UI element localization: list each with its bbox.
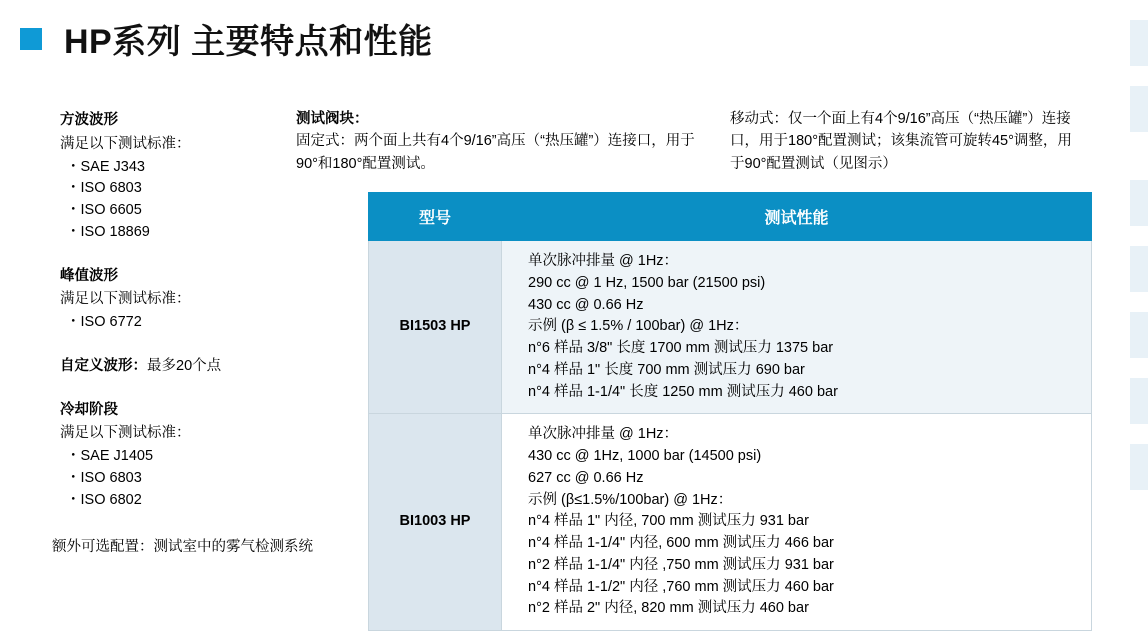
perf-line: 430 cc @ 1Hz, 1000 bar (14500 psi) — [528, 448, 762, 464]
mobile-text: 仅一个面上有4个9/16”高压（“热压罐”）连接口，用于180°配置测试；该集流管可旋转45°调整，用于90°配置测试（见图示） — [730, 111, 1072, 172]
mobile-label: 移动式： — [730, 111, 788, 127]
cell-performance — [502, 414, 1092, 631]
perf-line: n°4 样品 1-1/4" 长度 1250 mm 测试压力 460 bar — [528, 383, 838, 400]
perf-line: n°4 样品 1-1/4" 内径, 600 mm 测试压力 466 bar — [528, 535, 834, 551]
decor-strip-2 — [1130, 86, 1148, 132]
decor-strip-5 — [1130, 312, 1148, 358]
list-item: ・ISO 18869 — [66, 223, 150, 240]
valve-block-fixed-text — [296, 130, 716, 175]
left-column — [52, 110, 360, 559]
block-subtitle: 满足以下测试标准： — [60, 425, 191, 442]
block-title: 冷却阶段 — [60, 401, 118, 418]
perf-line: n°4 样品 1" 内径, 700 mm 测试压力 931 bar — [528, 513, 809, 530]
decor-strip-7 — [1130, 444, 1148, 490]
header-square-icon — [20, 28, 42, 50]
perf-line: 430 cc @ 0.66 Hz — [528, 296, 644, 313]
list-item: ・ISO 6605 — [66, 202, 142, 218]
decor-strip-3 — [1130, 180, 1148, 226]
cell-model: BI1003 HP — [369, 414, 502, 631]
spec-table — [368, 192, 1092, 631]
fixed-label: 固定式： — [296, 133, 354, 150]
block-title: 自定义波形： — [60, 357, 147, 374]
block-inline-text: 最多20个点 — [147, 357, 222, 374]
perf-line: n°2 样品 2" 内径, 820 mm 测试压力 460 bar — [528, 600, 809, 617]
decor-strip-1 — [1130, 20, 1148, 66]
list-item: ・SAE J1405 — [66, 448, 154, 464]
standards-list — [60, 446, 360, 511]
cell-performance — [502, 241, 1092, 414]
spec-table-container — [368, 192, 1092, 631]
block-peak-wave — [60, 266, 360, 334]
valve-block-mobile — [730, 108, 1086, 175]
table-header-row — [369, 193, 1092, 241]
perf-line: 示例 (β≤1.5%/100bar) @ 1Hz： — [528, 491, 733, 508]
block-title: 峰值波形 — [60, 267, 118, 284]
optional-config-note: 额外可选配置：测试室中的雾气检测系统 — [52, 539, 313, 556]
decor-strip-6 — [1130, 378, 1148, 424]
perf-line: 290 cc @ 1 Hz, 1500 bar (21500 psi) — [528, 274, 766, 291]
perf-line: n°4 样品 1-1/2" 内径 ,760 mm 测试压力 460 bar — [528, 578, 834, 595]
cell-model: BI1503 HP — [369, 241, 502, 414]
perf-line: n°6 样品 3/8" 长度 1700 mm 测试压力 1375 bar — [528, 340, 834, 356]
standards-list — [60, 312, 360, 334]
list-item: ・ISO 6803 — [66, 469, 142, 486]
table-row — [369, 414, 1092, 631]
list-item: ・ISO 6803 — [66, 180, 142, 197]
perf-line: 627 cc @ 0.66 Hz — [528, 469, 644, 486]
column-header-model: 型号 — [369, 193, 502, 241]
fixed-text: 两个面上共有4个9/16”高压（“热压罐”）连接口，用于90°和180°配置测试。 — [296, 133, 695, 172]
valve-block-label: 测试阀块： — [296, 111, 369, 127]
list-item: ・ISO 6802 — [66, 491, 142, 508]
page-header — [0, 14, 433, 63]
perf-line: 示例 (β ≤ 1.5% / 100bar) @ 1Hz： — [528, 318, 749, 335]
perf-line: n°2 样品 1-1/4" 内径 ,750 mm 测试压力 931 bar — [528, 556, 834, 573]
column-header-performance: 测试性能 — [502, 193, 1092, 241]
block-subtitle: 满足以下测试标准： — [60, 291, 191, 308]
perf-line: 单次脉冲排量 @ 1Hz： — [528, 426, 679, 443]
list-item: ・SAE J343 — [66, 158, 145, 175]
perf-line: n°4 样品 1" 长度 700 mm 测试压力 690 bar — [528, 361, 805, 378]
block-title: 方波波形 — [60, 112, 118, 128]
valve-block-fixed — [296, 108, 716, 175]
page-title: HP系列 主要特点和性能 — [64, 23, 433, 61]
block-subtitle: 满足以下测试标准： — [60, 135, 191, 152]
list-item: ・ISO 6772 — [66, 314, 142, 330]
table-row — [369, 241, 1092, 414]
decor-strip-4 — [1130, 246, 1148, 292]
perf-line: 单次脉冲排量 @ 1Hz： — [528, 253, 679, 269]
block-cooling-phase — [60, 400, 360, 512]
block-custom-wave — [60, 356, 360, 378]
